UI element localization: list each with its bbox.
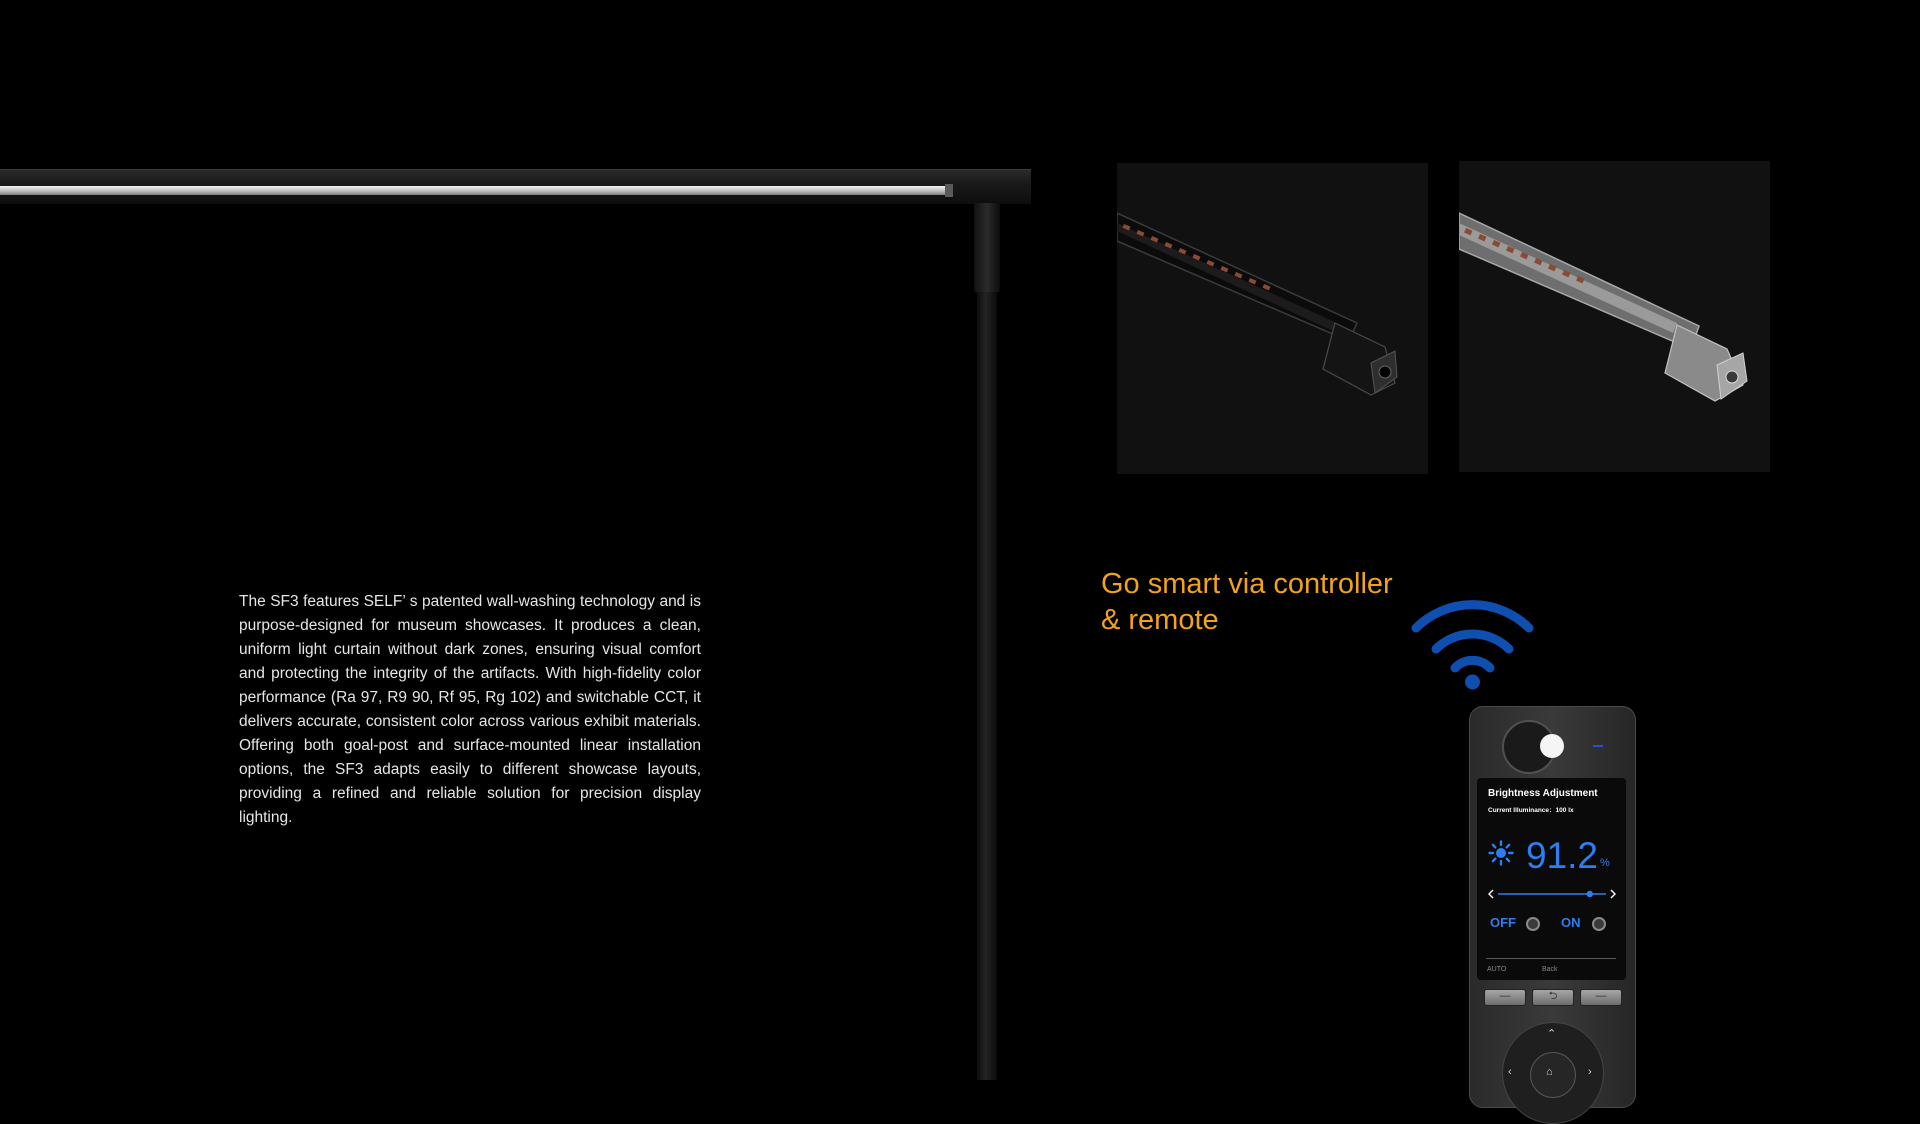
headline-line-1: Go smart via controller — [1101, 568, 1393, 600]
on-label: ON — [1561, 915, 1581, 930]
post-connector — [974, 203, 1000, 293]
dpad-left-icon[interactable]: ‹ — [1508, 1066, 1512, 1078]
brightness-slider[interactable] — [1488, 888, 1616, 900]
headline-line-2: & remote — [1101, 604, 1219, 636]
black-fixture-illustration — [1117, 163, 1428, 474]
off-label: OFF — [1490, 915, 1516, 930]
dpad-up-icon[interactable]: ⌃ — [1547, 1028, 1557, 1040]
product-description: The SF3 features SELF’ s patented wall-washing technology and is purpose-designed for museum showcases. It produces a clean, uniform light curtain without dark zones, ensuring visual comfort and protecting the integrity of the artifacts. With high-fidelity color performance (Ra 97, R9 90, Rf 95, Rg 102) and switchable CCT, it delivers accurate, consistent color across various exhibit materials. Offering both goal-post and surface-mounted linear installation options, the SF3 adapts easily to different showcase layouts, providing a refined and reliable solution for precision display lighting. — [239, 593, 701, 826]
brightness-value: 91.2 — [1526, 835, 1599, 876]
status-indicator — [1593, 745, 1603, 747]
home-icon: ⌂ — [1546, 1066, 1553, 1078]
screen-divider — [1486, 958, 1616, 959]
brightness-unit: % — [1600, 857, 1610, 869]
product-image-black — [1117, 163, 1428, 474]
sun-icon — [1488, 840, 1514, 866]
slider-thumb — [1587, 891, 1593, 897]
soft-key-right[interactable]: — — [1580, 989, 1622, 1006]
soft-key-back[interactable]: ⮌ — [1532, 989, 1574, 1006]
current-illuminance: Current Illuminance：100 lx — [1488, 807, 1574, 814]
off-toggle[interactable] — [1526, 917, 1540, 931]
slider-left-arrow-icon — [1489, 890, 1493, 898]
on-toggle[interactable] — [1592, 917, 1606, 931]
rail-endcap — [945, 184, 953, 197]
slider-right-arrow-icon — [1611, 890, 1615, 898]
dpad-ok-button[interactable] — [1530, 1052, 1576, 1098]
screen-title: Brightness Adjustment — [1488, 788, 1598, 799]
vertical-post — [977, 292, 997, 1080]
product-image-silver — [1459, 161, 1770, 472]
wifi-icon — [1410, 598, 1535, 690]
light-lens — [0, 186, 945, 195]
silver-fixture-illustration — [1459, 161, 1770, 472]
dpad-right-icon[interactable]: › — [1588, 1066, 1592, 1078]
back-softkey-label: Back — [1542, 966, 1558, 973]
power-button-icon — [1540, 734, 1564, 758]
soft-key-left[interactable]: — — [1484, 989, 1526, 1006]
auto-softkey-label: AUTO — [1487, 966, 1507, 973]
